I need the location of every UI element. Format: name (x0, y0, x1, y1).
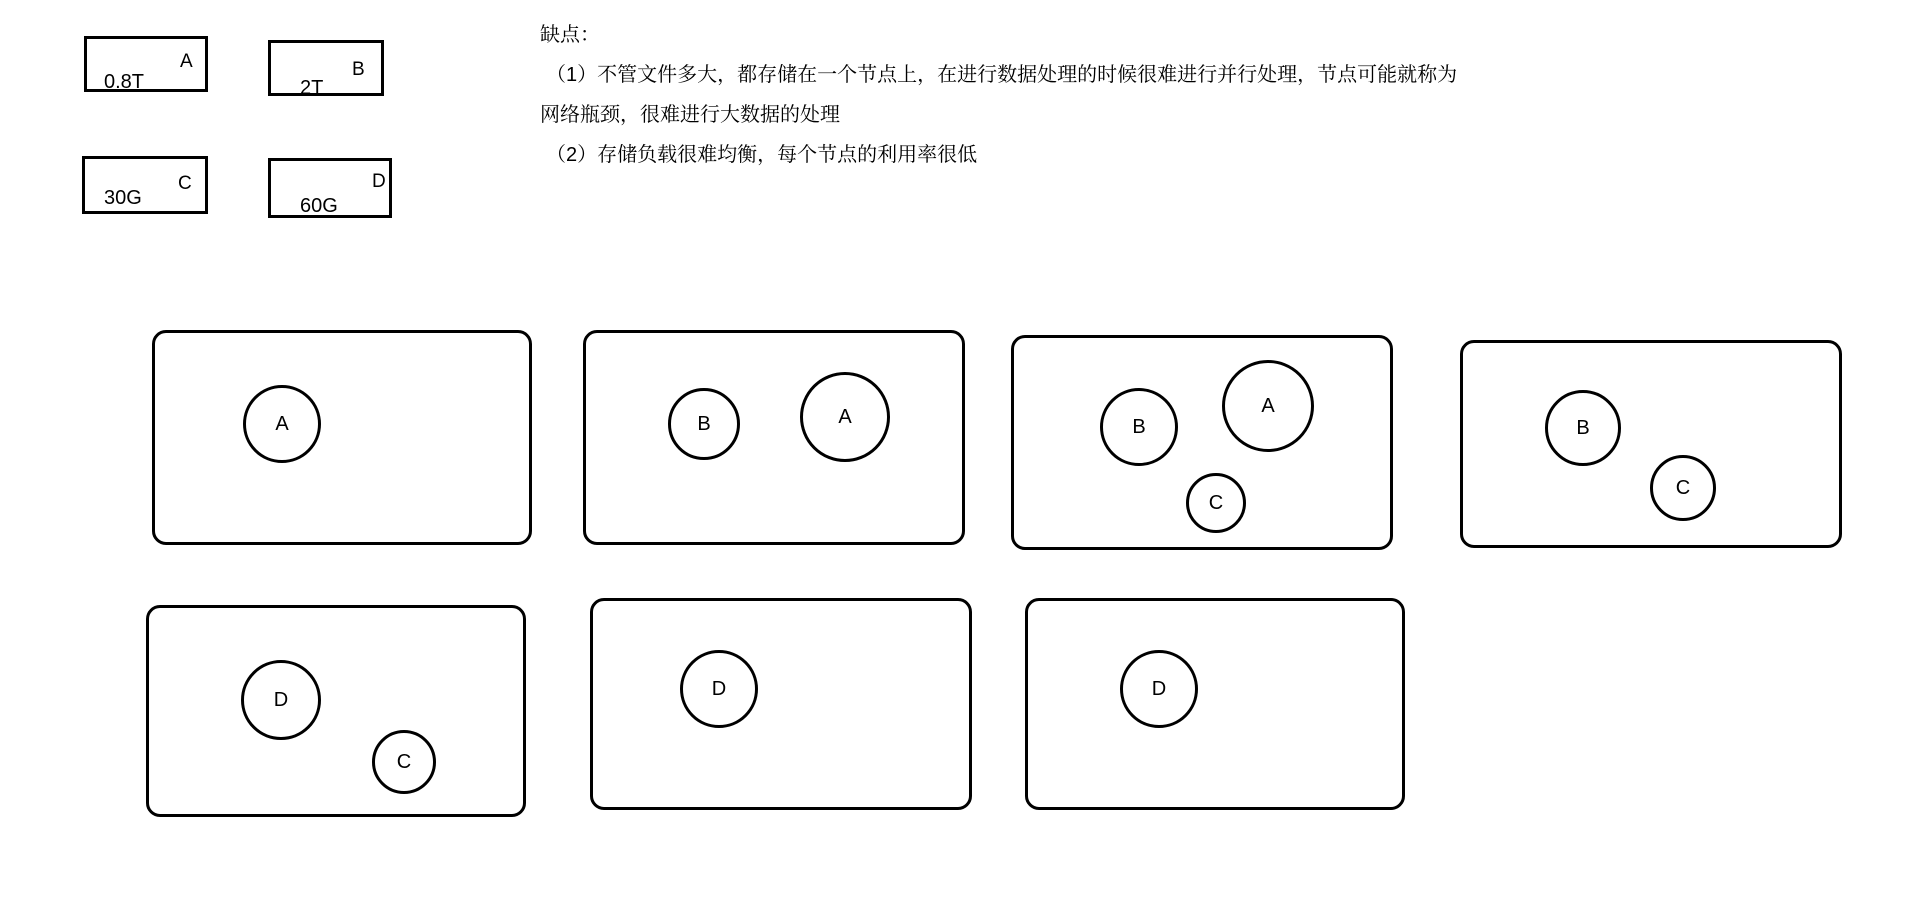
file-tag-label: B (352, 59, 365, 80)
data-block-c: C (372, 730, 436, 794)
file-tag-label: A (180, 51, 193, 72)
file-size-label: 60G (300, 195, 338, 217)
data-block-b: B (1100, 388, 1178, 466)
node-5 (146, 605, 526, 817)
notes-line: 网络瓶颈，很难进行大数据的处理 (540, 104, 840, 126)
data-block-a: A (1222, 360, 1314, 452)
file-tag-label: D (372, 171, 386, 192)
file-block-b (268, 40, 384, 99)
file-size-label: 0.8T (104, 71, 145, 93)
data-block-c: C (1650, 455, 1716, 521)
file-tag-label: C (178, 173, 192, 194)
data-block-b: B (1545, 390, 1621, 466)
node-7 (1025, 598, 1405, 810)
data-block-a: A (800, 372, 890, 462)
node-6 (590, 598, 972, 810)
notes-block (540, 15, 1770, 175)
file-size-label: 2T (300, 77, 324, 99)
notes-line: （1）不管文件多大，都存储在一个节点上，在进行数据处理的时候很难进行并行处理，节点可能就称为 (546, 64, 1458, 86)
notes-line: （2）存储负载很难均衡，每个节点的利用率很低 (546, 144, 978, 166)
data-block-d: D (680, 650, 758, 728)
data-block-b: B (668, 388, 740, 460)
notes-line: 缺点： (540, 24, 600, 46)
data-block-d: D (241, 660, 321, 740)
data-block-c: C (1186, 473, 1246, 533)
node-4 (1460, 340, 1842, 548)
file-size-label: 30G (104, 187, 142, 209)
data-block-a: A (243, 385, 321, 463)
data-block-d: D (1120, 650, 1198, 728)
node-1 (152, 330, 532, 545)
node-2 (583, 330, 965, 545)
